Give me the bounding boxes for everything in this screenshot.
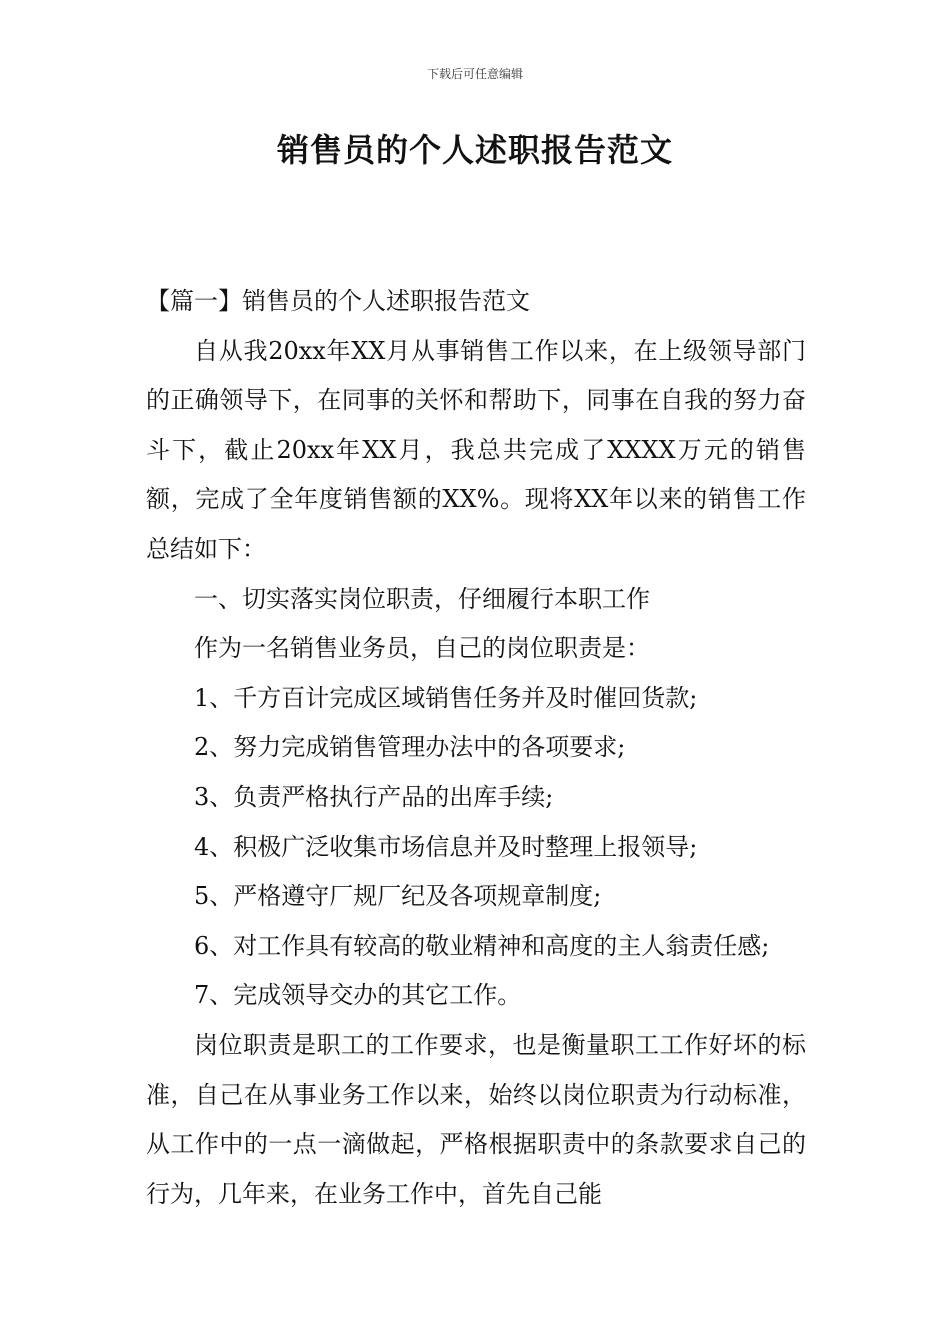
duty-item-4: 4、积极广泛收集市场信息并及时整理上报领导; [194,832,698,861]
duty-item-7: 7、完成领导交办的其它工作。 [194,981,522,1010]
section-heading: 【篇一】销售员的个人述职报告范文 [146,287,530,315]
paragraph-intro: 自从我20xx年XX月从事销售工作以来，在上级领导部门的正确领导下，在同事的关怀和帮助下，同事在自我的努力奋斗下，截止20xx年XX月，我总共完成了XXXX万元的销售额，完成了全年度销售额的XX%。现将XX年以来的销售工作总结如下： [146,336,806,563]
paragraph-responsibility: 岗位职责是职工的工作要求，也是衡量职工工作好坏的标准，自己在从事业务工作以来，始终以岗位职责为行动标准，从工作中的一点一滴做起，严格根据职责中的条款要求自己的行为，几年来，在业务工作中，首先自己能 [146,1030,806,1208]
duty-item-1: 1、千方百计完成区域销售任务并及时催回货款; [194,683,698,712]
paragraph-section-one-heading: 一、切实落实岗位职责，仔细履行本职工作 [194,584,650,613]
duty-item-3: 3、负责严格执行产品的出库手续; [194,782,554,811]
page-title: 销售员的个人述职报告范文 [276,131,673,169]
paragraph-duties-intro: 作为一名销售业务员，自己的岗位职责是： [194,634,650,663]
duty-item-2: 2、努力完成销售管理办法中的各项要求; [194,733,626,762]
duty-item-5: 5、严格遵守厂规厂纪及各项规章制度; [194,882,602,911]
duty-item-6: 6、对工作具有较高的敬业精神和高度的主人翁责任感; [194,931,770,960]
header-note: 下载后可任意编辑 [426,67,523,81]
document-body [146,277,806,1219]
